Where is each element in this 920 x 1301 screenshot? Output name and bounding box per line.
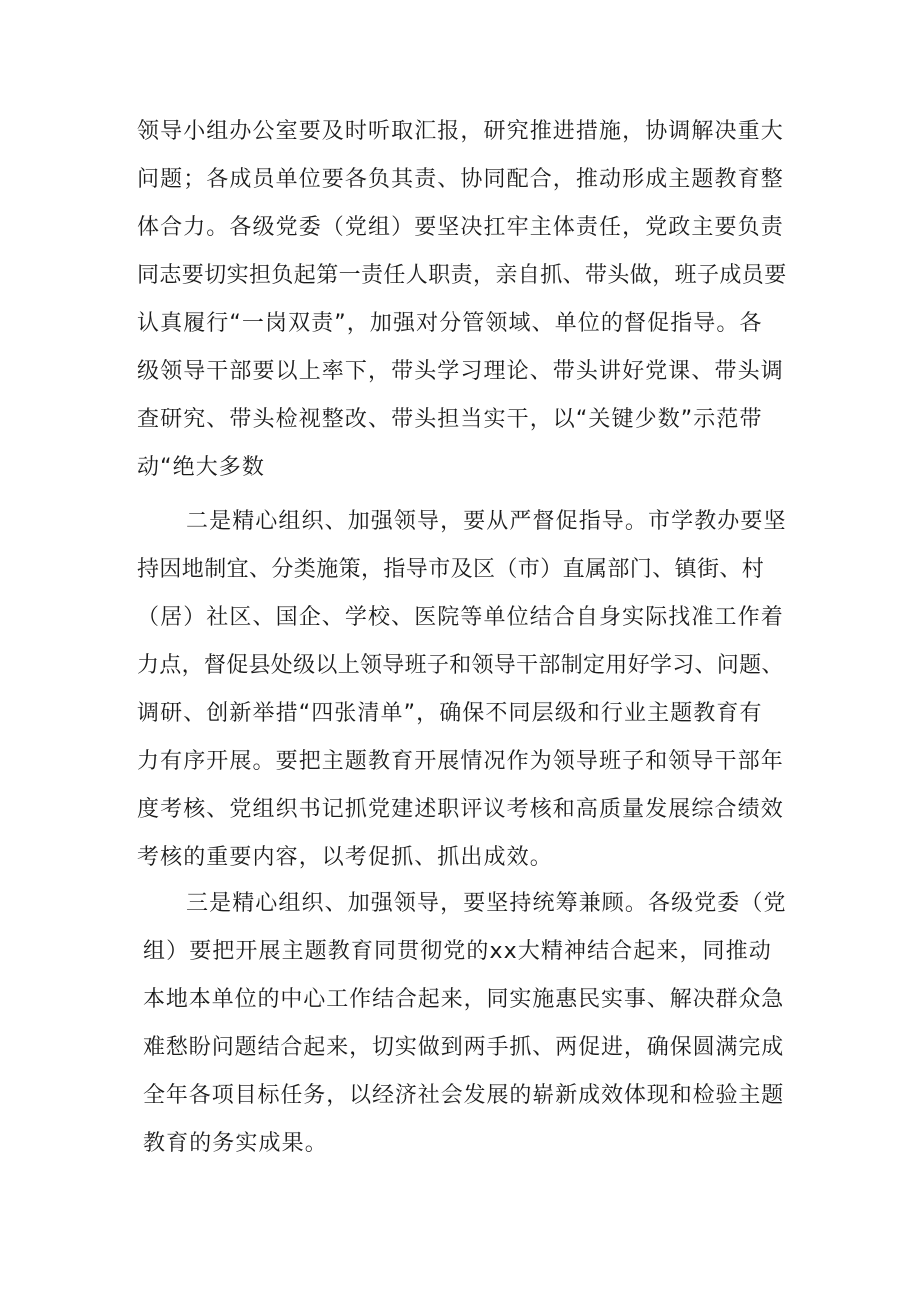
paragraph-3-line-6: 教育的务实成果。 [143, 1131, 328, 1156]
paragraph-2-line-6: 力有序开展。要把主题教育开展情况作为领导班子和领导干部年 [137, 749, 784, 774]
paragraph-1-line-3: 体合力。各级党委（党组）要坚决扛牢主体责任，党政主要负责 [137, 215, 784, 240]
paragraph-1-line-1: 领导小组办公室要及时听取汇报，研究推进措施，协调解决重大 [137, 119, 784, 144]
paragraph-2-line-8: 考核的重要内容，以考促抓、抓出成效。 [137, 845, 553, 870]
paragraph-2-line-2: 持因地制宜、分类施策，指导市及区（市）直属部门、镇街、村 [137, 557, 765, 582]
paragraph-2-line-7: 度考核、党组织书记抓党建述职评议考核和高质量发展综合绩效 [137, 797, 784, 822]
paragraph-3-line-1: 三是精心组织、加强领导，要坚持统筹兼顾。各级党委（党 [186, 891, 787, 916]
paragraph-3-line-5: 全年各项目标任务，以经济社会发展的崭新成效体现和检验主题 [143, 1083, 785, 1108]
paragraph-1-line-8: 动“绝大多数 [137, 455, 265, 480]
paragraph-1-line-2: 问题；各成员单位要各负其责、协同配合，推动形成主题教育整 [137, 167, 784, 192]
paragraph-2-line-1: 二是精心组织、加强领导，要从严督促指导。市学教办要坚 [186, 509, 787, 534]
paragraph-1-line-6: 级领导干部要以上率下，带头学习理论、带头讲好党课、带头调 [137, 359, 784, 384]
paragraph-2-line-3: （居）社区、国企、学校、医院等单位结合自身实际找准工作着 [137, 605, 784, 630]
paragraph-2-line-4: 力点，督促县处级以上领导班子和领导干部制定用好学习、问题、 [137, 653, 784, 678]
paragraph-1-line-5: 认真履行“一岗双责”，加强对分管领域、单位的督促指导。各 [137, 311, 763, 336]
paragraph-2-line-5: 调研、创新举措“四张清单”，确保不同层级和行业主题教育有 [137, 701, 763, 726]
paragraph-3-line-2: 组）要把开展主题教育同贯彻党的xx大精神结合起来，同推动 [143, 939, 772, 964]
paragraph-1-line-4: 同志要切实担负起第一责任人职责，亲自抓、带头做，班子成员要 [137, 263, 787, 288]
paragraph-3-line-3: 本地本单位的中心工作结合起来，同实施惠民实事、解决群众急 [143, 987, 785, 1012]
paragraph-1-line-7: 查研究、带头检视整改、带头担当实干，以“关键少数”示范带 [137, 407, 763, 432]
paragraph-3-line-4: 难愁盼问题结合起来，切实做到两手抓、两促进，确保圆满完成 [143, 1035, 785, 1060]
